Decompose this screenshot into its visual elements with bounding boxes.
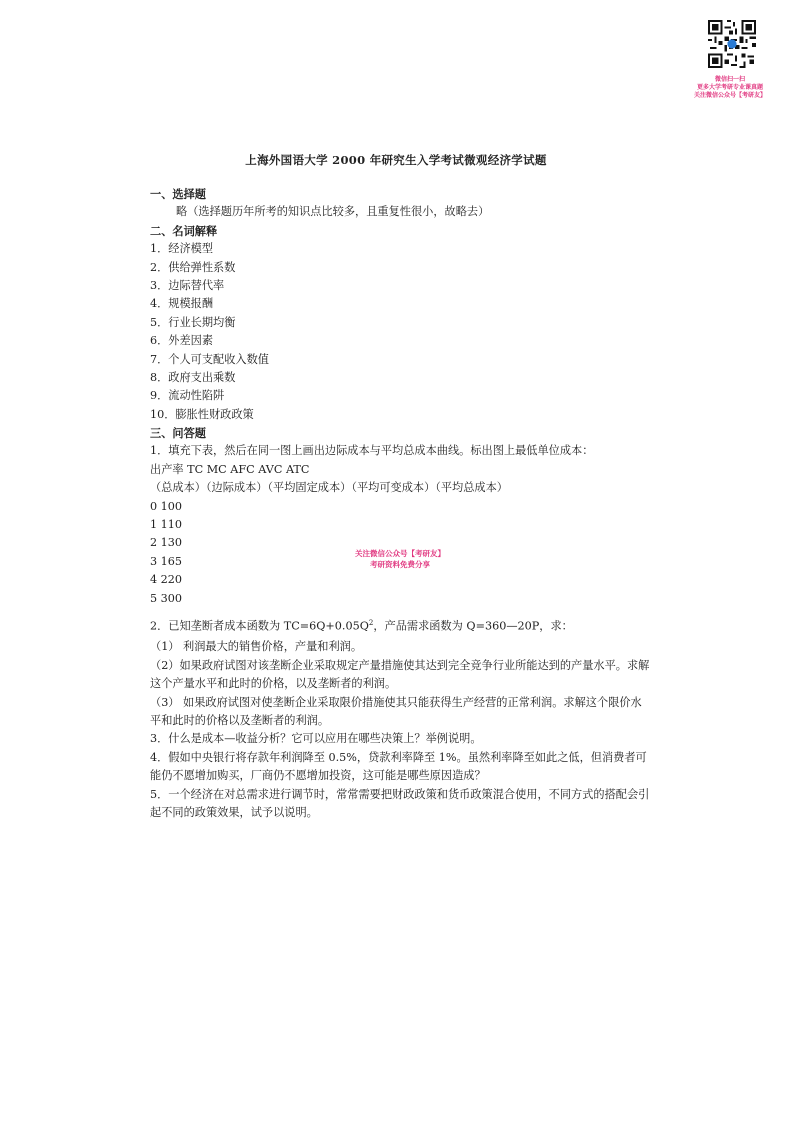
question-2-part-2: （2）如果政府试图对该垄断企业采取规定产量措施使其达到完全竞争行业所能达到的产量水平。求解这个产量水平和此时的价格，以及垄断者的利润。 [150,658,650,691]
watermark-line-1: 关注微信公众号【考研友】 [355,549,445,558]
watermark [300,548,500,570]
question-2 [150,614,650,632]
term-item: 7．个人可支配收入数值 [150,352,269,366]
table-row: 1 110 [150,518,183,532]
question-1: 1．填充下表，然后在同一图上画出边际成本与平均总成本曲线。标出图上最低单位成本： [150,444,594,458]
question-1-columns: 出产率 TC MC AFC AVC ATC [150,462,310,476]
term-item: 5．行业长期均衡 [150,315,236,329]
exam-content [150,185,650,822]
promo-line-1: 微信扫一扫 [714,76,745,83]
table-row: 4 220 [150,573,183,587]
qr-promo [680,76,780,100]
question-5: 5．一个经济在对总需求进行调节时，常常需要把财政政策和货币政策混合使用，不同方式的搭配会引起不同的政策效果，试予以说明。 [150,787,650,819]
question-4: 4．假如中央银行将存款年利润降至 0.5%，贷款利率降至 1%。虽然利率降至如此之低，但消费者可能仍不愿增加购买，厂商仍不愿增加投资，这可能是哪些原因造成？ [150,750,647,783]
question-2-text-end: ，产品需求函数为 Q=360—20P，求： [373,619,573,633]
page-title: 上海外国语大学 2000 年研究生入学考试微观经济学试题 [245,153,547,167]
section-heading-choice: 一、选择题 [150,187,206,201]
term-item: 10．膨胀性财政政策 [150,407,254,421]
question-2-part-1: （1） 利润最大的销售价格，产量和利润。 [150,640,363,654]
term-item: 2．供给弹性系数 [150,260,236,274]
term-item: 6．外差因素 [150,334,214,348]
question-2-text: 2．已知垄断者成本函数为 TC=6Q+0.05Q [150,619,369,633]
question-1-column-notes: （总成本）（边际成本）（平均固定成本）（平均可变成本）（平均总成本） [150,481,508,495]
table-row: 3 165 [150,554,183,568]
term-item: 1．经济模型 [150,242,214,256]
question-2-part-3: （3） 如果政府试图对使垄断企业采取限价措施使其只能获得生产经营的正常利润。求解这个限价水平和此时的价格以及垄断者的利润。 [150,695,642,727]
term-item: 4．规模报酬 [150,297,214,311]
table-row: 0 100 [150,499,183,513]
section-note: 略（选择题历年所考的知识点比较多，且重复性很小，故略去） [176,205,490,219]
promo-line-2: 更多大学考研专业课真题 [696,84,763,91]
question-3: 3．什么是成本—收益分析？它可以应用在哪些决策上？举例说明。 [150,732,482,746]
table-row: 5 300 [150,591,183,605]
watermark-line-2: 考研资料免费分享 [370,560,430,569]
table-row: 2 130 [150,536,183,550]
term-item: 9．流动性陷阱 [150,389,225,403]
section-heading-questions: 三、问答题 [150,426,206,441]
term-item: 3．边际替代率 [150,278,225,292]
promo-line-3: 关注微信公众号【考研友】 [693,92,766,99]
exponent: 2 [368,618,374,627]
qr-code-icon [706,18,758,70]
term-item: 8．政府支出乘数 [150,370,236,384]
section-heading-terms: 二、名词解释 [150,223,218,238]
